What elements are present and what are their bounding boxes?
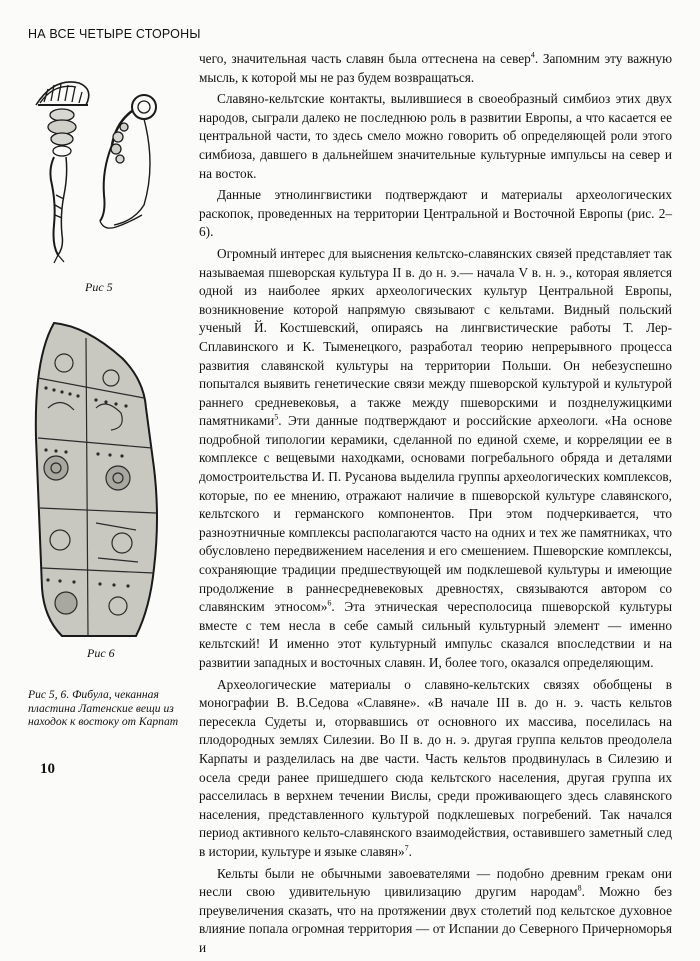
figure-caption: Рис 5, 6. Фибула, чеканная пластина Латенские вещи из находок к востоку от Карпат [28,688,179,729]
figure-6-label: Рис 6 [87,646,115,660]
paragraph: чего, значительная часть славян была оттеснена на север$^4$. Запомним эту важную мысль, к которой мы не раз будем возвращаться. [199,50,672,85]
fibula-illustration [24,75,164,270]
paragraph: Археологические материалы о славяно-кельтских связях обобщены в монографии В. В.Седова «Славяне». «В начале III в. до н. э. часть кельтов пересекла Судеты и, оторвавшись от основного их массива, поселилась на плодородных землях Силезии. Во II в. до н. э. другая группа кельтов преодолела Карпаты и разделилась на две части. Часть кельтов продвинулась в Силезию и осела среди ранее пришедшего сюда кельтского населения, другая группа их расселилась в верхнем течении Вислы, среди проживающего здесь славянского населения, представленного культурой подклешевых погребений. Так начался период активного кельто-славянского взаимодействия, оставившего заметный след в истории, культуре и языке славян»$^7$. [199,676,672,859]
paragraph: Славяно-кельтские контакты, вылившиеся в своеобразный симбиоз этих двух народов, сыграли далеко не последнюю роль в развитии Европы, а что касается ее центральной части, то здесь смело можно говорить об определяющей роли этого симбиоза, давшего в дальнейшем значительные культурные импульсы на север и на восток. [199,91,672,181]
fibula-drawing [24,75,164,270]
running-title: НА ВСЕ ЧЕТЫРЕ СТОРОНЫ [28,27,201,41]
embossed-plate-illustration [26,318,168,641]
embossed-plate-drawing [26,318,168,641]
page-number: 10 [40,761,55,777]
paragraph: Данные этнолингвистики подтверждают и материалы археологических раскопок, проведенных на территории Центральной и Восточной Европы (рис. 2–6). [199,187,672,240]
figure-5-label: Рис 5 [85,280,113,294]
paragraph: Кельты были не обычными завоевателями — подобно древним грекам они несли свою удивительную цивилизацию другим народам$^8$. Можно без преувеличения сказать, что на протяжении двух столетий под кельтское духовное влияние попала огромная территория — от Испании до Северного Причерноморья и [199,865,672,955]
paragraph: Огромный интерес для выяснения кельтско-славянских связей представляет так называемая пшеворская культура II в. до н. э.— начала V в. н. э., которая является одной из наиболее ярких археологических культур Центральной Европы, возникновение которой напрямую связывают с кельтами. Видный польский ученый Й. Костшевский, опираясь на лингвистические работы Т. Лер-Сплавинского и К. Тыменецкого, разработал теорию непрерывного процесса развития славянской культуры на территории Польши. Он небезуспешно попытался выявить генетические связи между пшеворской культурой и культурой раннего средневековья, а также между пшеворскими и позднелужицкими памятниками$^5$. Эти данные подтверждают и российские археологи. «На основе подробной типологии керамики, сделанной по единой схеме, и корреляции ее в комплексе с вещевыми находками, основами погребального обряда и деталями домостроительства И. П. Русанова выделила группы археологических комплексов, которые, по ее мнению, отражают наличие в пшеворской культуре славянского, кельтского и германского компонентов. При этом подчеркивается, что разноэтничные комплексы располагаются часто на одних и тех же памятниках, что обусловлено передвижением населения и его смешением. Пшеворские комплексы, сохраняющие традиции предшествующей им подклешевой культуры и имеющие продолжение в раннесредневековых древностях, связываются автором со славянским этносом»$^6$. Эта этническая чересполосица пшеворской культуры вместе с тем несла в себе самый сильный культурный элемент — именно кельтский! И именно этот культурный импульс сказался впоследствии и на развитии западных и восточных славян. И, более того, оказался определяющим. [199,245,672,670]
main-text [199,50,672,961]
